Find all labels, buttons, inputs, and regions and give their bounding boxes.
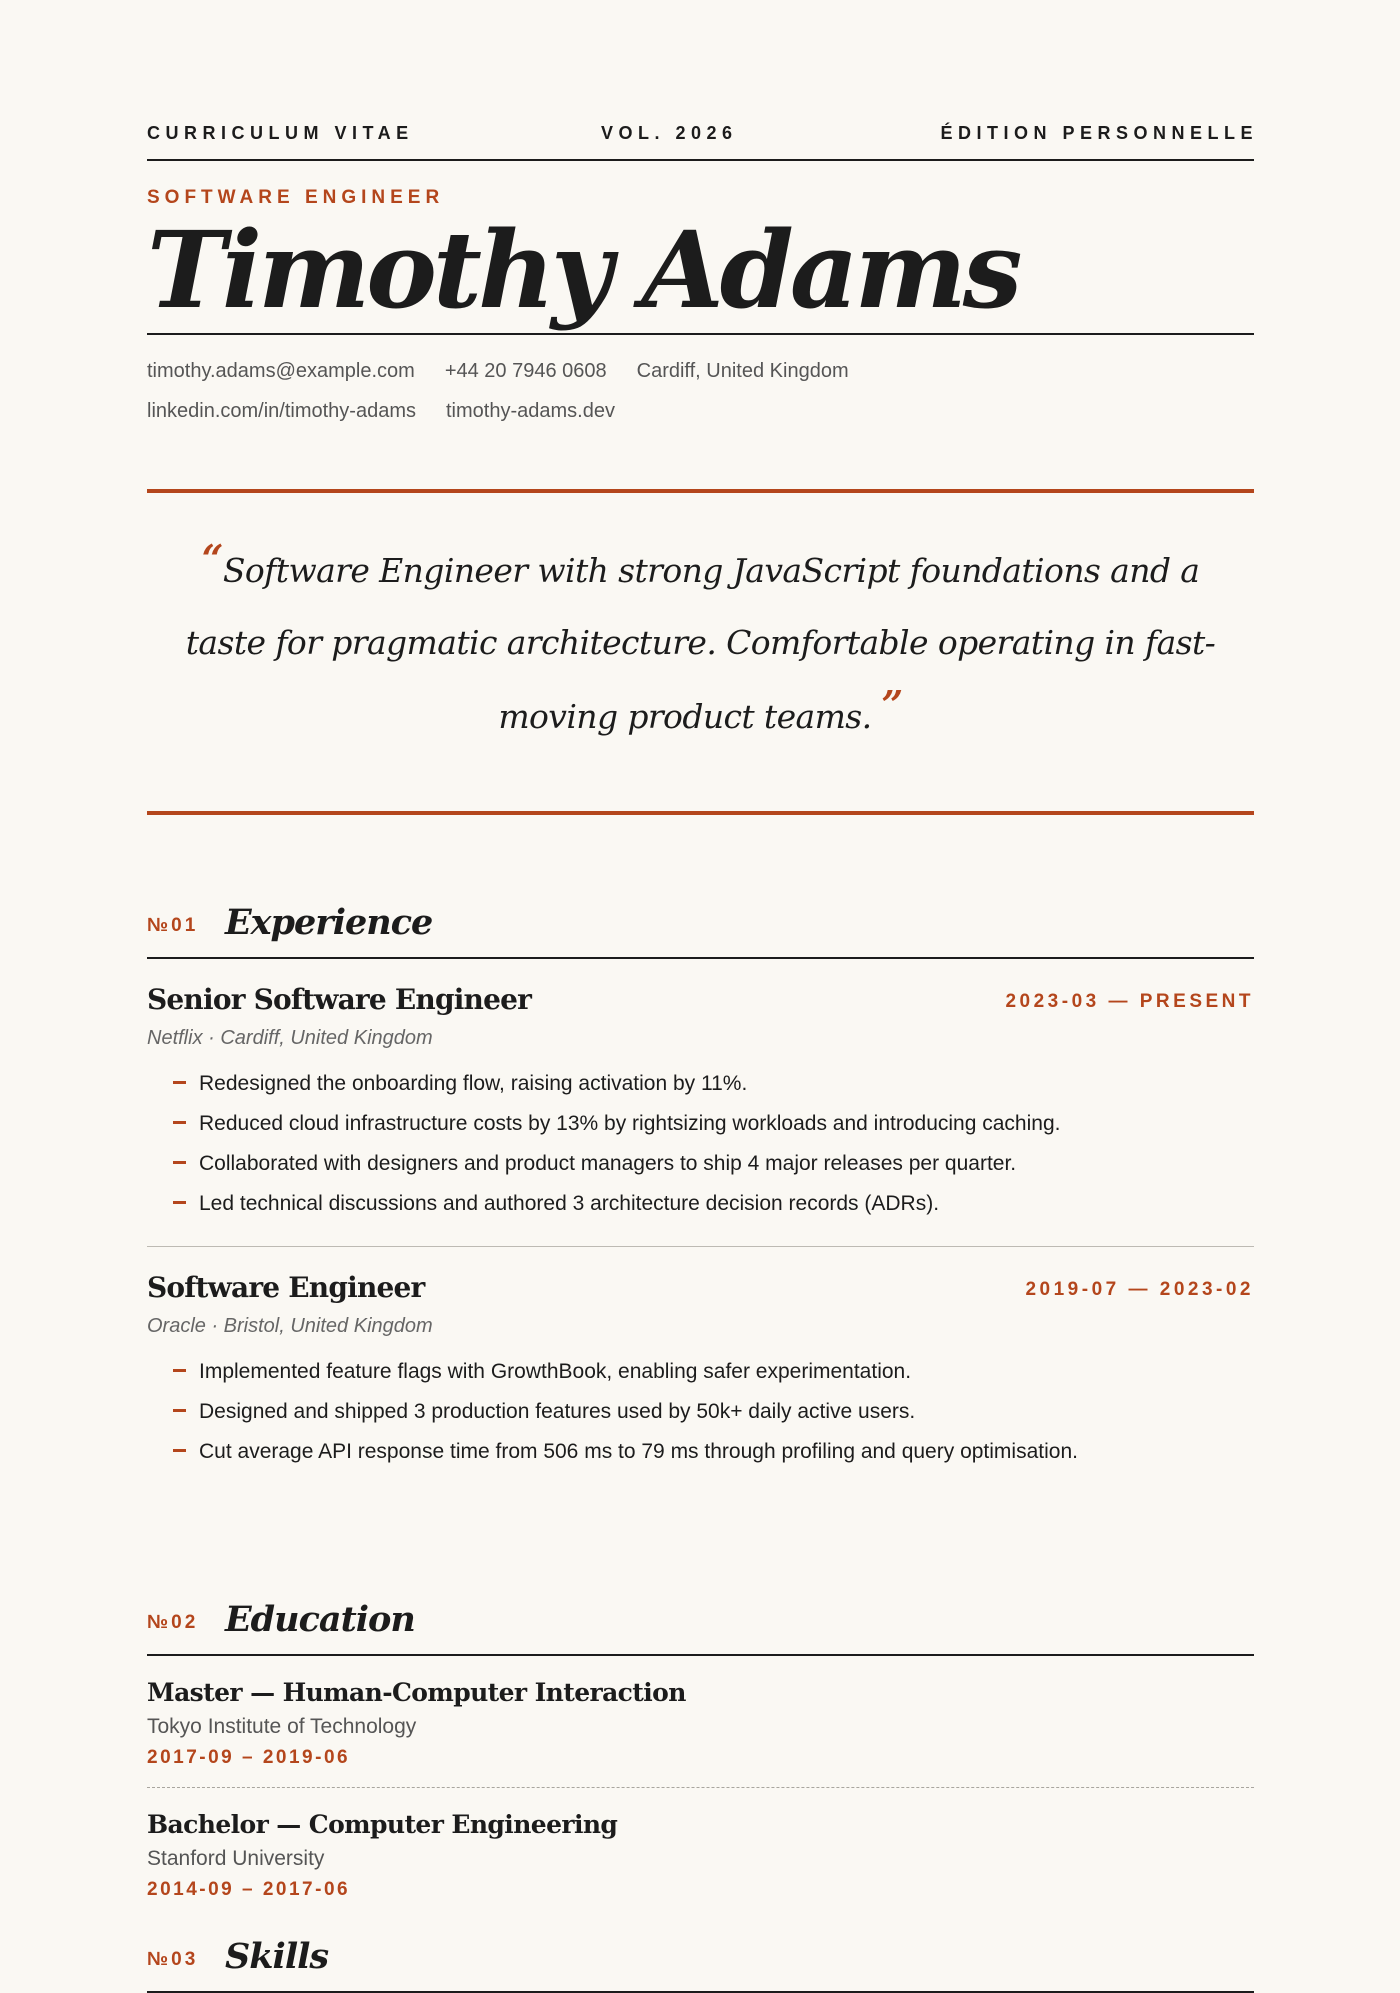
dash-icon bbox=[173, 1201, 186, 1204]
job-title: Senior Software Engineer bbox=[147, 983, 532, 1016]
masthead-left: CURRICULUM VITAE bbox=[147, 123, 414, 143]
education-entry bbox=[147, 1787, 1254, 1919]
summary-block bbox=[147, 489, 1254, 815]
resume-page bbox=[147, 0, 1258, 1993]
dash-icon bbox=[173, 1409, 186, 1412]
bullet-text: Reduced cloud infrastructure costs by 13% by rightsizing workloads and introducing caching. bbox=[199, 1112, 1061, 1135]
list-item bbox=[173, 1104, 1254, 1144]
masthead bbox=[147, 123, 1258, 161]
masthead-right: ÉDITION PERSONNELLE bbox=[940, 123, 1258, 143]
job-dates: 2019-07 — 2023-02 bbox=[1025, 1279, 1254, 1300]
dash-icon bbox=[173, 1121, 186, 1124]
list-item bbox=[173, 1064, 1254, 1104]
job-achievements bbox=[173, 1352, 1254, 1472]
bullet-text: Cut average API response time from 506 ms to 79 ms through profiling and query optimisation. bbox=[199, 1440, 1078, 1463]
section-title: Education bbox=[225, 1599, 415, 1640]
contact-location: Cardiff, United Kingdom bbox=[636, 360, 849, 382]
contact-linkedin[interactable]: linkedin.com/in/timothy-adams bbox=[147, 400, 416, 422]
experience-section-header bbox=[147, 893, 1254, 959]
job-role: SOFTWARE ENGINEER bbox=[147, 187, 445, 208]
list-item bbox=[173, 1432, 1254, 1472]
masthead-center: VOL. 2026 bbox=[601, 123, 738, 143]
job-company: Oracle · Bristol, United Kingdom bbox=[147, 1315, 433, 1337]
job-title: Software Engineer bbox=[147, 1271, 425, 1304]
dash-icon bbox=[173, 1449, 186, 1452]
section-number: №03 bbox=[147, 1949, 199, 1970]
job-dates: 2023-03 — PRESENT bbox=[1005, 991, 1254, 1012]
skills-section-header bbox=[147, 1927, 1254, 1993]
dash-icon bbox=[173, 1081, 186, 1084]
education-section-header bbox=[147, 1590, 1254, 1656]
bullet-text: Led technical discussions and authored 3 architecture decision records (ADRs). bbox=[199, 1192, 940, 1215]
candidate-name: Timothy Adams bbox=[147, 207, 1019, 332]
education-entry bbox=[147, 1656, 1254, 1787]
education-dates: 2014-09 – 2017-06 bbox=[147, 1879, 351, 1900]
open-quote-icon: “ bbox=[201, 536, 223, 581]
dash-icon bbox=[173, 1369, 186, 1372]
school: Tokyo Institute of Technology bbox=[147, 1715, 417, 1738]
contact-info bbox=[147, 351, 1047, 431]
section-number: №02 bbox=[147, 1612, 199, 1633]
contact-email[interactable]: timothy.adams@example.com bbox=[147, 360, 415, 382]
section-title: Skills bbox=[225, 1936, 329, 1977]
section-number: №01 bbox=[147, 915, 199, 936]
list-item bbox=[173, 1392, 1254, 1432]
dash-icon bbox=[173, 1161, 186, 1164]
education-dates: 2017-09 – 2019-06 bbox=[147, 1747, 351, 1768]
job-entry bbox=[147, 1246, 1254, 1494]
job-company: Netflix · Cardiff, United Kingdom bbox=[147, 1027, 433, 1049]
bullet-text: Designed and shipped 3 production features used by 50k+ daily active users. bbox=[199, 1400, 916, 1423]
bullet-text: Implemented feature flags with GrowthBook, enabling safer experimentation. bbox=[199, 1360, 912, 1383]
job-achievements bbox=[173, 1064, 1254, 1224]
degree: Master — Human-Computer Interaction bbox=[147, 1678, 686, 1707]
bullet-text: Collaborated with designers and product managers to ship 4 major releases per quarter. bbox=[199, 1152, 1017, 1175]
list-item bbox=[173, 1144, 1254, 1184]
contact-phone[interactable]: +44 20 7946 0608 bbox=[444, 360, 607, 382]
contact-website[interactable]: timothy-adams.dev bbox=[446, 400, 615, 422]
section-title: Experience bbox=[225, 902, 433, 943]
list-item bbox=[173, 1184, 1254, 1224]
school: Stanford University bbox=[147, 1847, 325, 1870]
job-entry bbox=[147, 959, 1254, 1246]
summary-text: Software Engineer with strong JavaScript foundations and a taste for pragmatic architecture. Comfortable operating in fast-moving product teams. bbox=[185, 551, 1216, 736]
list-item bbox=[173, 1352, 1254, 1392]
close-quote-icon: ” bbox=[881, 682, 903, 727]
name-divider bbox=[147, 333, 1254, 335]
bullet-text: Redesigned the onboarding flow, raising activation by 11%. bbox=[199, 1072, 748, 1095]
degree: Bachelor — Computer Engineering bbox=[147, 1810, 618, 1839]
